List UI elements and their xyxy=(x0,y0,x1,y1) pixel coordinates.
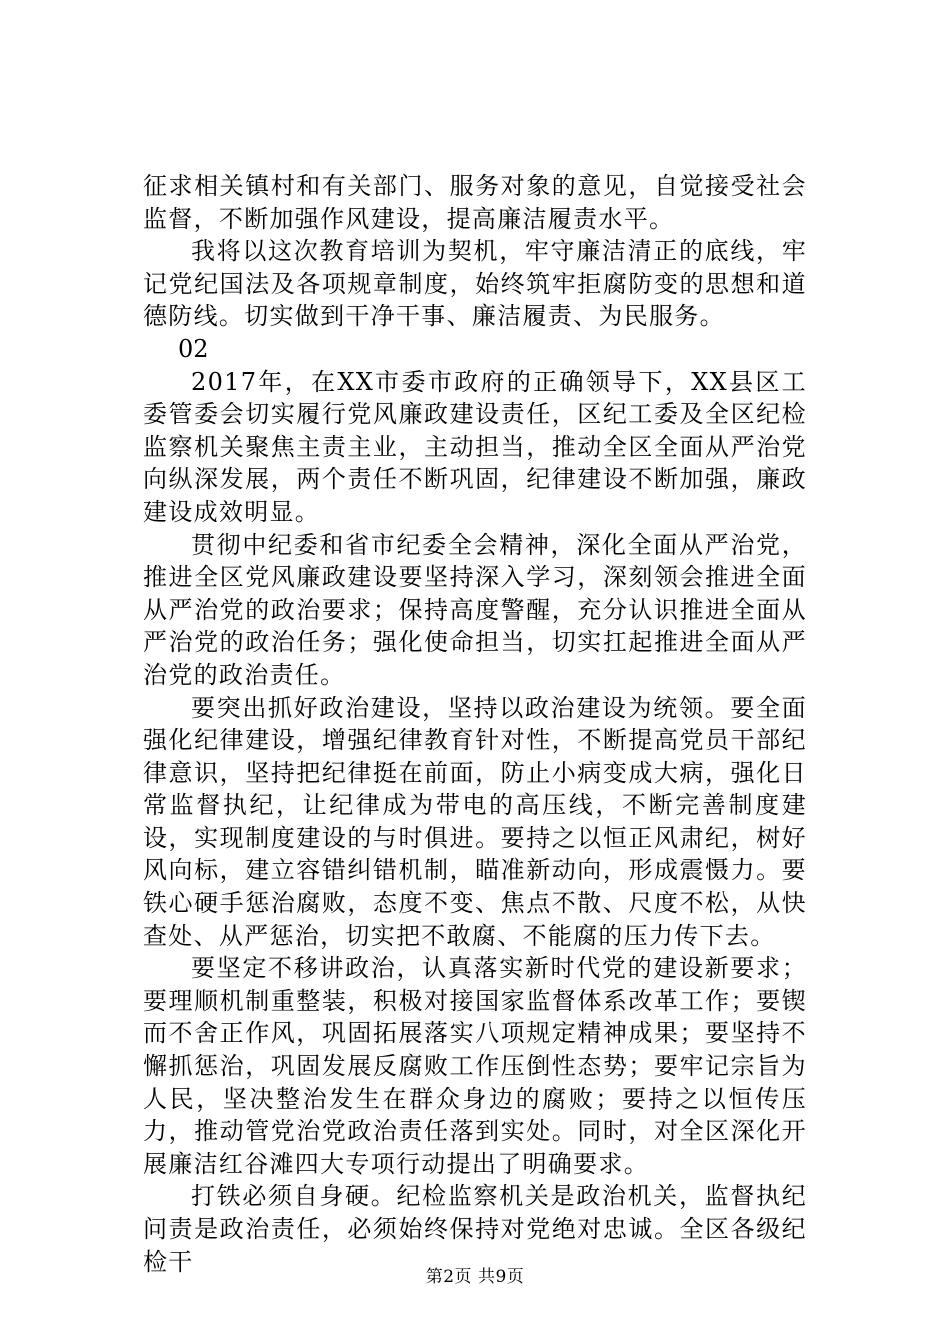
section-number: 02 xyxy=(178,334,209,363)
paragraph-continuation: 征求相关镇村和有关部门、服务对象的意见，自觉接受社会监督，不断加强作风建设，提高廉洁履责水平。 xyxy=(143,172,807,233)
document-body xyxy=(143,170,807,1278)
paragraph-self-discipline: 打铁必须自身硬。纪检监察机关是政治机关，监督执纪问责是政治责任，必须始终保持对党绝对忠诚。全区各级纪检干 xyxy=(143,1182,807,1276)
page-footer: 第2页 共9页 xyxy=(425,1267,525,1287)
paragraph-political-building: 要突出抓好政治建设，坚持以政治建设为统领。要全面强化纪律建设，增强纪律教育针对性，不断提高党员干部纪律意识，坚持把纪律挺在前面，防止小病变成大病，强化日常监督执纪，让纪律成为带电的高压线，不断完善制度建设，实现制度建设的与时俱进。要持之以恒正风肃纪，树好风向标，建立容错纠错机制，瞄准新动向，形成震慑力。要铁心硬手惩治腐败，态度不变、焦点不散、尺度不松，从快查处、从严惩治，切实把不敢腐、不能腐的压力传下去。 xyxy=(143,693,807,950)
paragraph-pledge: 我将以这次教育培训为契机，牢守廉洁清正的底线，牢记党纪国法及各项规章制度，始终筑牢拒腐防变的思想和道德防线。切实做到干净干事、廉洁履责、为民服务。 xyxy=(143,237,807,331)
paragraph-2017-summary: 2017年，在XX市委市政府的正确领导下，XX县区工委管委会切实履行党风廉政建设责任，区纪工委及全区纪检监察机关聚焦主责主业，主动担当，推动全区全面从严治党向纵深发展，两个责任不断巩固，纪律建设不断加强，廉政建设成效明显。 xyxy=(143,367,807,526)
paragraph-requirements: 要坚定不移讲政治，认真落实新时代党的建设新要求；要理顺机制重整装，积极对接国家监督体系改革工作；要锲而不舍正作风，巩固拓展落实八项规定精神成果；要坚持不懈抓惩治，巩固发展反腐败工作压倒性态势；要牢记宗旨为人民，坚决整治发生在群众身边的腐败；要持之以恒传压力，推动管党治党政治责任落到实处。同时，对全区深化开展廉洁红谷滩四大专项行动提出了明确要求。 xyxy=(143,954,807,1178)
paragraph-implement-spirit: 贯彻中纪委和省市纪委全会精神，深化全面从严治党，推进全区党风廉政建设要坚持深入学习，深刻领会推进全面从严治党的政治要求；保持高度警醒，充分认识推进全面从严治党的政治任务；强化使命担当，切实扛起推进全面从严治党的政治责任。 xyxy=(143,530,807,689)
